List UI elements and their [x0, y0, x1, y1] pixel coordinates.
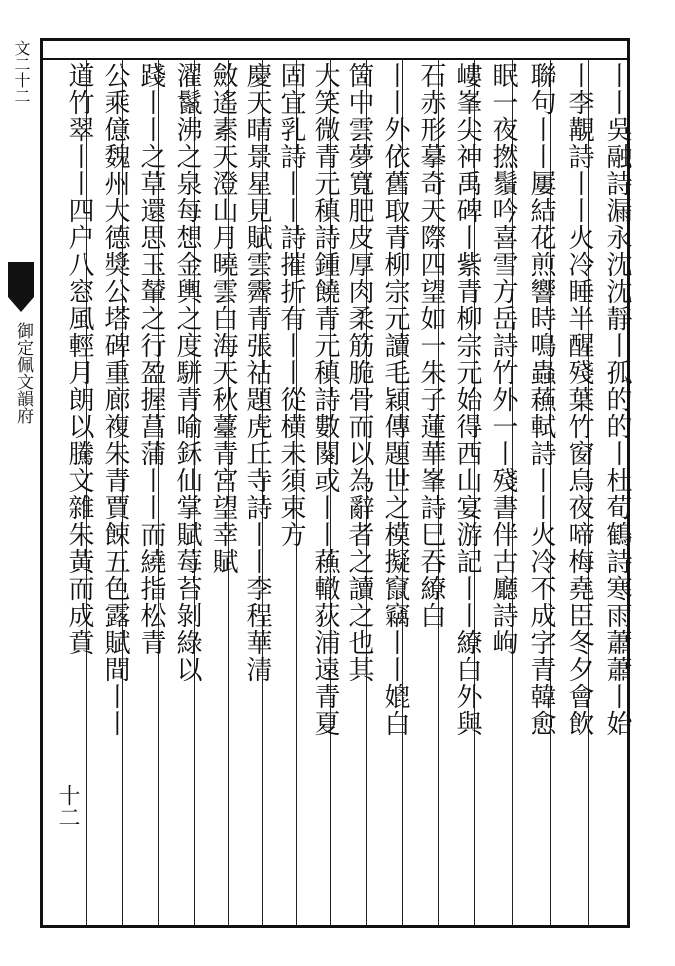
text-column-1: 丨丨吳融詩漏永沈沈靜丨孤的的丨杜荀鶴詩寒雨蕭蕭丨始: [602, 62, 632, 737]
text-column-14: 踐丨丨之草還思玉輦之行盈握菖蒲丨丨而繞指松青: [136, 62, 166, 656]
top-rule: [40, 58, 630, 60]
folio-number: 十二: [55, 784, 80, 828]
margin-fragment: 文二十二: [12, 40, 31, 104]
text-column-3: 聯句丨丨屢結花煎響時鳴蟲蘓軾詩丨丨火冷不成字青韓愈: [526, 62, 556, 737]
text-column-13: 濯鬣沸之泉每想金輿之度駢青喻鉌仙掌賦莓苔剝綠以: [172, 62, 202, 683]
text-column-10: 固宜乳詩丨丨詩摧折有丨丨從横未須束方: [276, 62, 306, 548]
text-column-6: 石赤形摹奇天際四望如一朱子蓮華峯詩巳吞繚白: [416, 62, 446, 629]
text-column-7: 丨丨外依舊取青柳宗元讀毛穎傳題世之模擬竄竊丨丨媲白: [380, 62, 410, 737]
text-column-15: 公乘億魏州大德獎公塔碑重廊複朱青賈餗五色露賦間丨丨: [100, 62, 130, 737]
text-column-11: 慶天晴景星見賦雲霽青張祜題虎丘寺詩丨丨李程華清: [242, 62, 272, 683]
book-title: 御定佩文韻府: [13, 322, 33, 424]
text-column-4: 眠一夜撚鬚吟喜雪方岳詩竹外一丨殘書伴古廳詩岣: [488, 62, 518, 656]
text-column-12: 斂遙素天澄山月曉雲白海天秋薹青宮望幸賦: [208, 62, 238, 575]
text-column-9: 大笑微青元稹詩鍾饒青元稹詩數闋或丨丨蘓轍荻浦遠青夏: [310, 62, 340, 737]
text-column-2: 丨李覯詩丨丨火冷睡半醒殘葉竹窗烏夜啼梅堯臣冬夕會飲: [564, 62, 594, 737]
text-column-5: 嶁峯尖神禹碑丨紫青柳宗元始得西山宴游記丨丨繚白外與: [452, 62, 482, 737]
text-column-8: 箇中雲夢寬肥皮厚肉柔筋脆骨而以為辭者之讀之也其: [344, 62, 374, 683]
text-column-16: 道竹翠丨丨四户八窓風輕月朗以騰文雜朱黃而成賁: [64, 62, 94, 656]
